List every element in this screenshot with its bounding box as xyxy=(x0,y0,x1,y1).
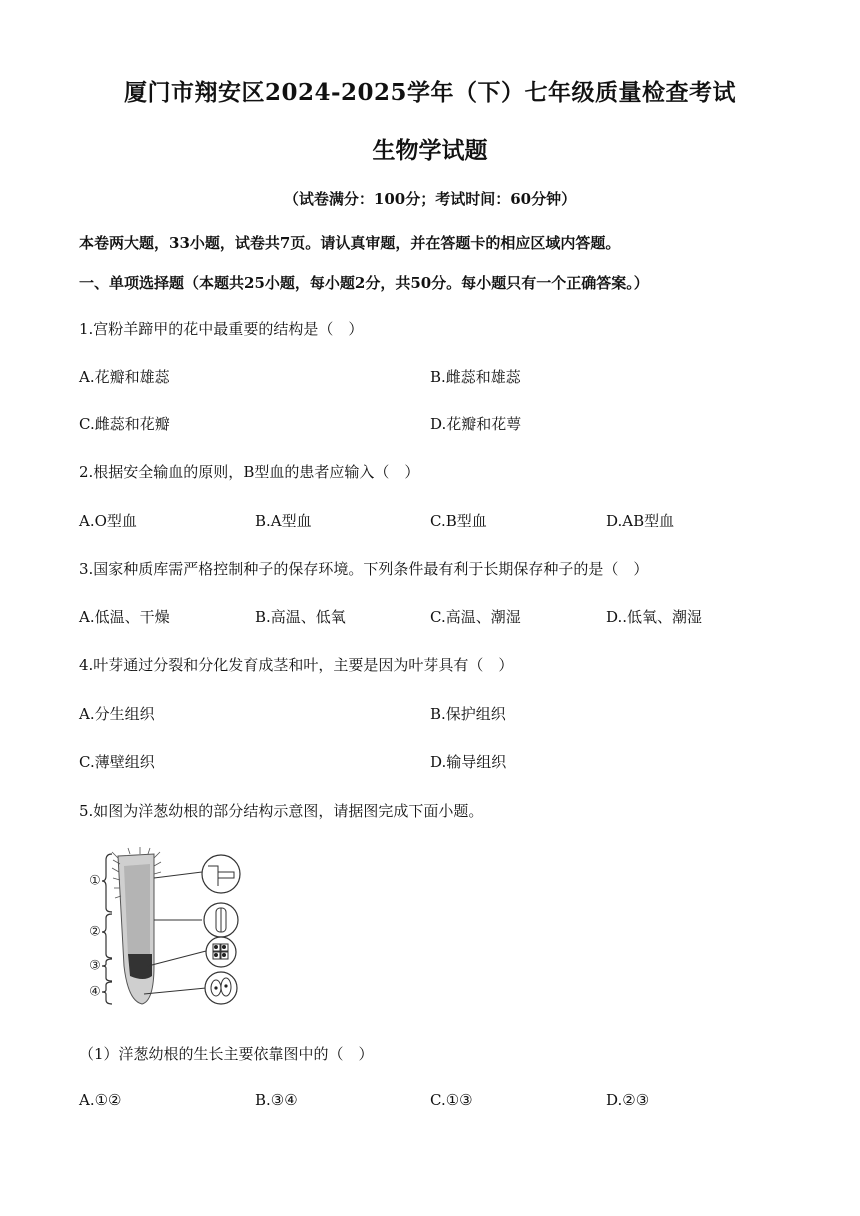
question-4-stem: 4.叶芽通过分裂和分化发育成茎和叶，主要是因为叶芽具有（ ） xyxy=(79,656,514,674)
figure-label-3: ③ xyxy=(89,958,101,974)
question-3-option-a: A.低温、干燥 xyxy=(79,608,170,626)
question-3-option-c: C.高温、潮湿 xyxy=(430,608,521,626)
question-4-option-b: B.保护组织 xyxy=(430,705,506,723)
exam-meta: （试卷满分：100分；考试时间：60分钟） xyxy=(283,190,577,208)
figure-label-4: ④ xyxy=(89,984,101,1000)
instructions: 本卷两大题，33小题，试卷共7页。请认真审题，并在答题卡的相应区域内答题。 xyxy=(79,234,621,252)
question-3-option-d: D..低氧、潮湿 xyxy=(606,608,703,626)
subquestion-1-stem: （1）洋葱幼根的生长主要依靠图中的（ ） xyxy=(79,1045,374,1063)
question-3-stem: 3.国家种质库需严格控制种子的保存环境。下列条件最有利于长期保存种子的是（ ） xyxy=(79,560,649,578)
section-heading: 一、单项选择题（本题共25小题，每小题2分，共50分。每小题只有一个正确答案。） xyxy=(79,274,649,292)
subquestion-1-option-b: B.③④ xyxy=(255,1091,298,1109)
question-2-option-a: A.O型血 xyxy=(79,512,137,530)
question-4-option-a: A.分生组织 xyxy=(79,705,155,723)
onion-root-diagram xyxy=(84,846,254,1010)
question-2-option-d: D.AB型血 xyxy=(606,512,675,530)
subquestion-1-option-a: A.①② xyxy=(79,1091,122,1109)
question-1-option-c: C.雌蕊和花瓣 xyxy=(79,415,170,433)
question-1-stem: 1.宫粉羊蹄甲的花中最重要的结构是（ ） xyxy=(79,320,364,338)
question-5-stem: 5.如图为洋葱幼根的部分结构示意图，请据图完成下面小题。 xyxy=(79,802,484,820)
question-4-option-d: D.输导组织 xyxy=(430,753,507,771)
question-4-option-c: C.薄壁组织 xyxy=(79,753,155,771)
exam-subject: 生物学试题 xyxy=(372,137,488,164)
question-2-option-c: C.B型血 xyxy=(430,512,487,530)
figure-label-2: ② xyxy=(89,924,101,940)
question-3-option-b: B.高温、低氧 xyxy=(255,608,346,626)
figure-label-1: ① xyxy=(89,873,101,889)
exam-title: 厦门市翔安区2024-2025学年（下）七年级质量检查考试 xyxy=(123,79,737,106)
question-1-option-a: A.花瓣和雄蕊 xyxy=(79,368,170,386)
subquestion-1-option-c: C.①③ xyxy=(430,1091,473,1109)
question-1-option-b: B.雌蕊和雄蕊 xyxy=(430,368,521,386)
question-2-option-b: B.A型血 xyxy=(255,512,312,530)
question-2-stem: 2.根据安全输血的原则，B型血的患者应输入（ ） xyxy=(79,463,420,481)
subquestion-1-option-d: D.②③ xyxy=(606,1091,650,1109)
question-1-option-d: D.花瓣和花萼 xyxy=(430,415,522,433)
